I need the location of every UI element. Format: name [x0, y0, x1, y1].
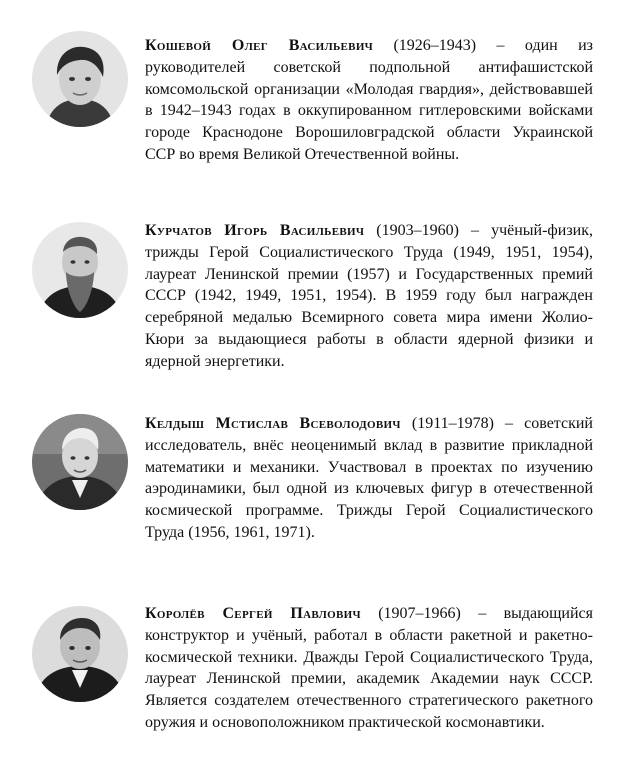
person-name: Курчатов Игорь Васильевич — [145, 222, 365, 239]
person-name: Королёв Сергей Павлович — [145, 605, 361, 622]
portrait-kurchatov — [32, 222, 128, 318]
bio-text-kurchatov — [145, 220, 593, 373]
portrait-koshevoy — [32, 31, 128, 127]
person-name: Кошевой Олег Васильевич — [145, 37, 374, 54]
bio-text-koshevoy — [145, 35, 593, 166]
bio-text-keldysh — [145, 413, 593, 544]
person-name: Келдыш Мстислав Всеволодович — [145, 415, 401, 432]
life-dates: (1926–1943) — [393, 37, 477, 54]
portrait-korolev-photo — [32, 606, 128, 702]
life-dates: (1911–1978) — [411, 415, 494, 432]
portrait-keldysh — [32, 414, 128, 510]
portrait-kurchatov-photo — [32, 222, 128, 318]
portrait-koshevoy-photo — [32, 31, 128, 127]
bio-description: – учёный-физик, трижды Герой Социалистического Труда (1949, 1951, 1954), лауреат Ленинской премии (1957) и Государственных премий СССР (1942, 1949, 1951, 1954). В 1959 году был награжден серебряной медалью Всемирного совета мира имени Жолио-Кюри за выдающиеся работы в области ядерной физики и ядерной энергетики. — [145, 222, 593, 370]
bio-description: – выдающийся конструктор и учёный, работал в области ракетной и ракетно-космической техники. Дважды Герой Социалистического Труда, лауреат Ленинской премии, академик Академии наук СССР. Является создателем отечественного стратегического ракетного оружия и основоположником практической космонавтики. — [145, 605, 594, 731]
bio-description: – советский исследователь, внёс неоценимый вклад в развитие прикладной математики и механики. Участвовал в проектах по изучению аэродинамики, был одной из ключевых фигур в отечественной космической программе. Трижды Герой Социалистического Труда (1956, 1961, 1971). — [145, 415, 593, 541]
bio-text-korolev — [145, 603, 593, 734]
life-dates: (1907–1966) — [378, 605, 461, 622]
portrait-keldysh-photo — [32, 414, 128, 510]
life-dates: (1903–1960) — [376, 222, 459, 239]
portrait-korolev — [32, 606, 128, 702]
bio-description: – один из руководителей советской подпольной антифашистской комсомольской организации «Молодая гвардия», действовавшей в 1942–1943 годах в оккупированном гитлеровскими войсками городе Краснодоне Ворошиловградской области Украинской ССР во время Великой Отечественной войны. — [145, 37, 594, 163]
